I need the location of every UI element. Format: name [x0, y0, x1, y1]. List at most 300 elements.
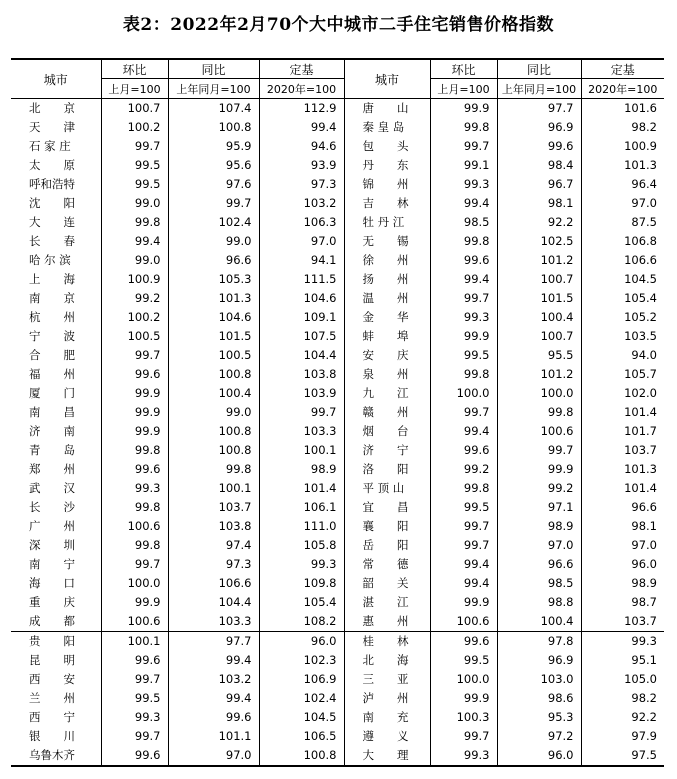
table-row	[11, 574, 664, 593]
header-mom: 环比	[101, 59, 168, 79]
yoy-cell: 99.2	[497, 479, 581, 498]
base-cell: 103.2	[259, 194, 344, 213]
header-base-2: 定基	[581, 59, 664, 79]
yoy-cell: 101.1	[168, 727, 259, 746]
mom-cell: 100.0	[430, 670, 497, 689]
city-cell: 蚌 埠	[344, 327, 430, 346]
yoy-cell: 100.5	[168, 346, 259, 365]
mom-cell: 99.7	[101, 727, 168, 746]
mom-cell: 99.4	[430, 555, 497, 574]
mom-cell: 99.9	[101, 593, 168, 612]
table-row	[11, 593, 664, 612]
yoy-cell: 105.3	[168, 270, 259, 289]
city-cell: 厦 门	[29, 386, 75, 400]
base-cell: 95.1	[581, 651, 664, 670]
table-row	[11, 498, 664, 517]
base-cell: 105.4	[259, 593, 344, 612]
city-cell: 银 川	[29, 729, 75, 743]
base-cell: 98.7	[581, 593, 664, 612]
base-cell: 101.3	[581, 460, 664, 479]
yoy-cell: 100.1	[168, 479, 259, 498]
mom-cell: 99.8	[101, 213, 168, 232]
yoy-cell: 97.4	[168, 536, 259, 555]
base-cell: 105.0	[581, 670, 664, 689]
mom-cell: 99.7	[101, 555, 168, 574]
mom-cell: 99.4	[430, 194, 497, 213]
mom-cell: 99.8	[101, 441, 168, 460]
yoy-cell: 103.8	[168, 517, 259, 536]
yoy-cell: 97.6	[168, 175, 259, 194]
mom-cell: 99.7	[430, 517, 497, 536]
table-row	[11, 384, 664, 403]
city-cell: 西 宁	[29, 710, 75, 724]
base-cell: 101.4	[259, 479, 344, 498]
yoy-cell: 98.4	[497, 156, 581, 175]
base-cell: 97.9	[581, 727, 664, 746]
yoy-cell: 106.6	[168, 574, 259, 593]
city-cell: 包 头	[344, 137, 430, 156]
yoy-cell: 103.2	[168, 670, 259, 689]
mom-cell: 99.5	[101, 175, 168, 194]
yoy-cell: 100.4	[497, 612, 581, 632]
base-cell: 100.9	[581, 137, 664, 156]
table-row	[11, 555, 664, 574]
mom-cell: 100.2	[101, 308, 168, 327]
header-base: 定基	[259, 59, 344, 79]
yoy-cell: 99.4	[168, 651, 259, 670]
table-row	[11, 479, 664, 498]
mom-cell: 99.5	[101, 156, 168, 175]
mom-cell: 99.9	[430, 593, 497, 612]
table-row	[11, 156, 664, 175]
mom-cell: 99.6	[430, 251, 497, 270]
mom-cell: 99.8	[430, 365, 497, 384]
mom-cell: 98.5	[430, 213, 497, 232]
yoy-cell: 95.9	[168, 137, 259, 156]
mom-cell: 99.3	[101, 479, 168, 498]
yoy-cell: 97.0	[168, 746, 259, 766]
mom-cell: 100.5	[101, 327, 168, 346]
yoy-cell: 99.0	[168, 403, 259, 422]
city-cell: 安 庆	[344, 346, 430, 365]
base-cell: 102.0	[581, 384, 664, 403]
mom-cell: 99.4	[430, 270, 497, 289]
mom-cell: 99.6	[101, 651, 168, 670]
city-cell: 三 亚	[344, 670, 430, 689]
yoy-cell: 96.9	[497, 651, 581, 670]
mom-cell: 99.8	[430, 479, 497, 498]
base-cell: 103.7	[581, 441, 664, 460]
base-cell: 96.0	[581, 555, 664, 574]
yoy-cell: 99.8	[497, 403, 581, 422]
yoy-cell: 100.0	[497, 384, 581, 403]
yoy-cell: 100.7	[497, 270, 581, 289]
base-cell: 99.4	[259, 118, 344, 137]
yoy-cell: 96.7	[497, 175, 581, 194]
yoy-cell: 92.2	[497, 213, 581, 232]
city-cell: 长 春	[29, 234, 75, 248]
base-cell: 104.5	[581, 270, 664, 289]
yoy-cell: 100.8	[168, 441, 259, 460]
base-cell: 96.0	[259, 632, 344, 652]
mom-cell: 99.3	[430, 308, 497, 327]
mom-cell: 99.7	[430, 403, 497, 422]
mom-cell: 99.7	[430, 137, 497, 156]
yoy-cell: 97.7	[497, 99, 581, 119]
mom-cell: 99.9	[430, 327, 497, 346]
base-cell: 109.1	[259, 308, 344, 327]
base-cell: 94.1	[259, 251, 344, 270]
table-row	[11, 270, 664, 289]
base-cell: 101.4	[581, 403, 664, 422]
table-row	[11, 194, 664, 213]
table-row	[11, 727, 664, 746]
city-cell: 常 德	[344, 555, 430, 574]
yoy-cell: 100.8	[168, 422, 259, 441]
table-row	[11, 460, 664, 479]
base-cell: 111.5	[259, 270, 344, 289]
yoy-cell: 98.6	[497, 689, 581, 708]
mom-cell: 99.8	[430, 118, 497, 137]
yoy-cell: 97.7	[168, 632, 259, 652]
city-cell: 平 顶 山	[344, 479, 430, 498]
yoy-cell: 101.5	[497, 289, 581, 308]
city-cell: 洛 阳	[344, 460, 430, 479]
city-cell: 哈 尔 滨	[29, 253, 71, 267]
base-cell: 97.3	[259, 175, 344, 194]
base-cell: 98.9	[259, 460, 344, 479]
header-yoy: 同比	[168, 59, 259, 79]
mom-cell: 99.6	[101, 460, 168, 479]
city-cell: 吉 林	[344, 194, 430, 213]
city-cell: 海 口	[29, 576, 75, 590]
city-cell: 岳 阳	[344, 536, 430, 555]
mom-cell: 100.6	[101, 612, 168, 632]
yoy-cell: 100.6	[497, 422, 581, 441]
table-row	[11, 517, 664, 536]
base-cell: 106.6	[581, 251, 664, 270]
table-row	[11, 536, 664, 555]
mom-cell: 99.2	[101, 289, 168, 308]
mom-cell: 99.9	[430, 99, 497, 119]
city-cell: 贵 阳	[11, 632, 101, 652]
header-mom-2: 环比	[430, 59, 497, 79]
base-cell: 93.9	[259, 156, 344, 175]
table-row	[11, 232, 664, 251]
yoy-cell: 103.3	[168, 612, 259, 632]
yoy-cell: 99.7	[168, 194, 259, 213]
table-row	[11, 99, 664, 119]
header-yoy-2: 同比	[497, 59, 581, 79]
yoy-cell: 98.1	[497, 194, 581, 213]
table-row	[11, 137, 664, 156]
city-cell: 南 充	[344, 708, 430, 727]
city-cell: 泉 州	[344, 365, 430, 384]
mom-cell: 99.7	[101, 670, 168, 689]
yoy-cell: 99.4	[168, 689, 259, 708]
mom-cell: 99.1	[430, 156, 497, 175]
yoy-cell: 100.8	[168, 118, 259, 137]
table-row	[11, 689, 664, 708]
mom-cell: 99.5	[430, 346, 497, 365]
yoy-cell: 104.6	[168, 308, 259, 327]
header-mom-sub: 上月=100	[101, 79, 168, 99]
city-cell: 青 岛	[29, 443, 75, 457]
mom-cell: 99.4	[430, 422, 497, 441]
base-cell: 106.9	[259, 670, 344, 689]
city-cell: 南 宁	[29, 557, 75, 571]
base-cell: 111.0	[259, 517, 344, 536]
yoy-cell: 95.3	[497, 708, 581, 727]
yoy-cell: 99.7	[497, 441, 581, 460]
base-cell: 104.6	[259, 289, 344, 308]
mom-cell: 99.0	[101, 251, 168, 270]
yoy-cell: 101.2	[497, 251, 581, 270]
yoy-cell: 97.0	[497, 536, 581, 555]
mom-cell: 99.4	[430, 574, 497, 593]
base-cell: 100.8	[259, 746, 344, 766]
base-cell: 98.1	[581, 517, 664, 536]
header-yoy-sub: 上年同月=100	[168, 79, 259, 99]
base-cell: 97.0	[581, 536, 664, 555]
table-row	[11, 346, 664, 365]
base-cell: 103.8	[259, 365, 344, 384]
city-cell: 福 州	[29, 367, 75, 381]
mom-cell: 100.3	[430, 708, 497, 727]
yoy-cell: 101.2	[497, 365, 581, 384]
yoy-cell: 101.3	[168, 289, 259, 308]
base-cell: 105.7	[581, 365, 664, 384]
mom-cell: 99.7	[101, 346, 168, 365]
city-cell: 惠 州	[344, 612, 430, 632]
base-cell: 103.5	[581, 327, 664, 346]
mom-cell: 99.9	[101, 403, 168, 422]
city-cell: 重 庆	[29, 595, 75, 609]
yoy-cell: 100.8	[168, 365, 259, 384]
yoy-cell: 99.6	[168, 708, 259, 727]
city-cell: 北 京	[29, 101, 75, 115]
city-cell: 徐 州	[344, 251, 430, 270]
city-cell: 锦 州	[344, 175, 430, 194]
mom-cell: 100.9	[101, 270, 168, 289]
table-row	[11, 651, 664, 670]
yoy-cell: 97.1	[497, 498, 581, 517]
yoy-cell: 97.3	[168, 555, 259, 574]
mom-cell: 99.3	[430, 746, 497, 766]
yoy-cell: 95.5	[497, 346, 581, 365]
city-cell: 襄 阳	[344, 517, 430, 536]
city-cell: 昆 明	[29, 653, 75, 667]
yoy-cell: 95.6	[168, 156, 259, 175]
city-cell: 宜 昌	[344, 498, 430, 517]
yoy-cell: 99.6	[497, 137, 581, 156]
table-row	[11, 632, 664, 652]
base-cell: 98.2	[581, 689, 664, 708]
city-cell: 遵 义	[344, 727, 430, 746]
mom-cell: 99.3	[430, 175, 497, 194]
base-cell: 102.4	[259, 689, 344, 708]
mom-cell: 99.7	[430, 727, 497, 746]
city-cell: 扬 州	[344, 270, 430, 289]
city-cell: 济 宁	[344, 441, 430, 460]
price-index-table	[11, 58, 664, 767]
city-cell: 兰 州	[29, 691, 75, 705]
city-cell: 呼和浩特	[29, 177, 75, 191]
table-row	[11, 670, 664, 689]
city-cell: 天 津	[29, 120, 75, 134]
base-cell: 98.2	[581, 118, 664, 137]
mom-cell: 99.2	[430, 460, 497, 479]
city-cell: 广 州	[29, 519, 75, 533]
mom-cell: 99.7	[430, 536, 497, 555]
mom-cell: 99.9	[101, 422, 168, 441]
base-cell: 104.5	[259, 708, 344, 727]
city-cell: 乌鲁木齐	[29, 748, 75, 762]
city-cell: 桂 林	[344, 632, 430, 652]
base-cell: 112.9	[259, 99, 344, 119]
table-row	[11, 308, 664, 327]
city-cell: 石 家 庄	[29, 139, 71, 153]
city-cell: 宁 波	[29, 329, 75, 343]
yoy-cell: 107.4	[168, 99, 259, 119]
table-row	[11, 365, 664, 384]
base-cell: 106.8	[581, 232, 664, 251]
base-cell: 97.0	[581, 194, 664, 213]
yoy-cell: 99.9	[497, 460, 581, 479]
mom-cell: 99.9	[430, 689, 497, 708]
city-cell: 北 海	[344, 651, 430, 670]
city-cell: 金 华	[344, 308, 430, 327]
header-city-2: 城市	[344, 59, 430, 99]
yoy-cell: 103.0	[497, 670, 581, 689]
mom-cell: 99.8	[430, 232, 497, 251]
yoy-cell: 98.9	[497, 517, 581, 536]
yoy-cell: 103.7	[168, 498, 259, 517]
yoy-cell: 96.6	[168, 251, 259, 270]
mom-cell: 99.5	[430, 651, 497, 670]
base-cell: 104.4	[259, 346, 344, 365]
city-cell: 无 锡	[344, 232, 430, 251]
mom-cell: 99.0	[101, 194, 168, 213]
table-row	[11, 612, 664, 632]
base-cell: 98.9	[581, 574, 664, 593]
yoy-cell: 97.2	[497, 727, 581, 746]
city-cell: 大 连	[29, 215, 75, 229]
base-cell: 106.3	[259, 213, 344, 232]
mom-cell: 100.0	[430, 384, 497, 403]
city-cell: 温 州	[344, 289, 430, 308]
mom-cell: 99.7	[430, 289, 497, 308]
yoy-cell: 102.4	[168, 213, 259, 232]
base-cell: 101.6	[581, 99, 664, 119]
mom-cell: 99.7	[101, 137, 168, 156]
table-row	[11, 175, 664, 194]
city-cell: 成 都	[29, 614, 75, 628]
base-cell: 108.2	[259, 612, 344, 632]
mom-cell: 99.6	[101, 365, 168, 384]
city-cell: 西 安	[29, 672, 75, 686]
yoy-cell: 102.5	[497, 232, 581, 251]
city-cell: 九 江	[344, 384, 430, 403]
yoy-cell: 98.8	[497, 593, 581, 612]
yoy-cell: 100.4	[168, 384, 259, 403]
yoy-cell: 96.6	[497, 555, 581, 574]
mom-cell: 99.8	[101, 498, 168, 517]
header-base-sub-2: 2020年=100	[581, 79, 664, 99]
header-city: 城市	[11, 59, 101, 99]
base-cell: 103.9	[259, 384, 344, 403]
base-cell: 99.7	[259, 403, 344, 422]
mom-cell: 99.3	[101, 708, 168, 727]
mom-cell: 99.5	[101, 689, 168, 708]
table-row	[11, 708, 664, 727]
city-cell: 长 沙	[29, 500, 75, 514]
base-cell: 107.5	[259, 327, 344, 346]
city-cell: 南 京	[29, 291, 75, 305]
mom-cell: 100.0	[101, 574, 168, 593]
mom-cell: 99.4	[101, 232, 168, 251]
mom-cell: 99.6	[430, 441, 497, 460]
city-cell: 秦 皇 岛	[344, 118, 430, 137]
city-cell: 武 汉	[29, 481, 75, 495]
base-cell: 97.5	[581, 746, 664, 766]
yoy-cell: 98.5	[497, 574, 581, 593]
mom-cell: 99.5	[430, 498, 497, 517]
city-cell: 湛 江	[344, 593, 430, 612]
table-row	[11, 441, 664, 460]
base-cell: 101.7	[581, 422, 664, 441]
header-yoy-sub-2: 上年同月=100	[497, 79, 581, 99]
yoy-cell: 99.0	[168, 232, 259, 251]
page-title: 表2：2022年2月70个大中城市二手住宅销售价格指数	[122, 15, 555, 35]
city-cell: 牡 丹 江	[344, 213, 430, 232]
mom-cell: 99.6	[430, 632, 497, 652]
table-row	[11, 327, 664, 346]
base-cell: 109.8	[259, 574, 344, 593]
city-cell: 丹 东	[344, 156, 430, 175]
base-cell: 105.8	[259, 536, 344, 555]
table-row	[11, 213, 664, 232]
base-cell: 101.4	[581, 479, 664, 498]
base-cell: 101.3	[581, 156, 664, 175]
table-row	[11, 251, 664, 270]
mom-cell: 100.6	[101, 517, 168, 536]
base-cell: 103.7	[581, 612, 664, 632]
city-cell: 大 理	[344, 746, 430, 766]
city-cell: 济 南	[29, 424, 75, 438]
city-cell: 韶 关	[344, 574, 430, 593]
yoy-cell: 100.7	[497, 327, 581, 346]
base-cell: 97.0	[259, 232, 344, 251]
mom-cell: 100.7	[101, 99, 168, 119]
mom-cell: 99.9	[101, 384, 168, 403]
yoy-cell: 101.5	[168, 327, 259, 346]
yoy-cell: 100.4	[497, 308, 581, 327]
base-cell: 92.2	[581, 708, 664, 727]
city-cell: 南 昌	[29, 405, 75, 419]
city-cell: 烟 台	[344, 422, 430, 441]
base-cell: 99.3	[581, 632, 664, 652]
mom-cell: 100.1	[101, 632, 168, 652]
base-cell: 100.1	[259, 441, 344, 460]
yoy-cell: 104.4	[168, 593, 259, 612]
base-cell: 105.4	[581, 289, 664, 308]
base-cell: 87.5	[581, 213, 664, 232]
base-cell: 96.4	[581, 175, 664, 194]
mom-cell: 99.8	[101, 536, 168, 555]
base-cell: 102.3	[259, 651, 344, 670]
table-body	[11, 99, 664, 767]
